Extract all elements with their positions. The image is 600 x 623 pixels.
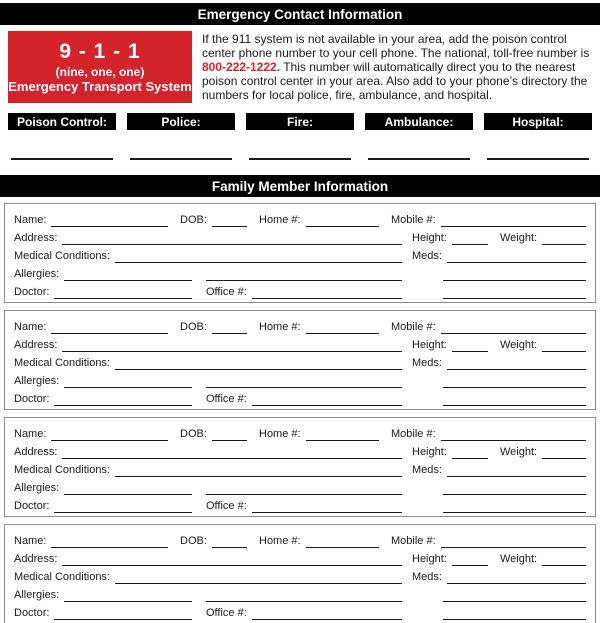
family-member-blocks	[4, 203, 596, 623]
office-phone-label: Office #:	[206, 393, 247, 405]
home-phone-field[interactable]	[306, 438, 379, 441]
name-field[interactable]	[51, 545, 168, 548]
office-phone-label: Office #:	[206, 500, 247, 512]
allergies-continuation-field[interactable]	[206, 599, 402, 602]
member-row-1	[14, 423, 586, 441]
intro-text-before: If the 911 system is not available in your area, add the poison control center phone number to your cell phone. The national, toll-free number is	[202, 32, 590, 60]
meds-continuation-field-1[interactable]	[443, 492, 586, 495]
911-emergency-box	[8, 31, 192, 103]
fire-blank[interactable]	[249, 158, 351, 160]
family-member-block	[4, 203, 596, 303]
weight-label: Weight:	[500, 553, 538, 565]
allergies-continuation-field[interactable]	[206, 278, 402, 281]
weight-field[interactable]	[542, 456, 586, 459]
family-member-block	[4, 524, 596, 623]
mobile-phone-label: Mobile #:	[391, 428, 436, 440]
dob-field[interactable]	[212, 331, 247, 334]
doctor-field[interactable]	[54, 510, 192, 513]
office-phone-field[interactable]	[252, 403, 402, 406]
doctor-label: Doctor:	[14, 607, 50, 619]
height-label: Height:	[412, 446, 447, 458]
member-row-5	[14, 602, 586, 620]
doctor-label: Doctor:	[14, 500, 50, 512]
weight-label: Weight:	[500, 446, 538, 458]
allergies-label: Allergies:	[14, 268, 60, 280]
mobile-phone-field[interactable]	[441, 545, 586, 548]
member-row-4	[14, 477, 586, 495]
member-row-2	[14, 548, 586, 566]
mobile-phone-label: Mobile #:	[391, 321, 436, 333]
medical-conditions-field[interactable]	[115, 260, 402, 263]
office-phone-field[interactable]	[252, 510, 402, 513]
name-label: Name:	[14, 428, 47, 440]
home-phone-label: Home #:	[259, 321, 301, 333]
member-row-1	[14, 530, 586, 548]
911-pronunciation: (nine, one, one)	[55, 65, 145, 79]
medical-conditions-field[interactable]	[115, 474, 402, 477]
meds-label: Meds:	[412, 357, 442, 369]
dob-label: DOB:	[180, 214, 207, 226]
office-phone-field[interactable]	[252, 296, 402, 299]
home-phone-field[interactable]	[306, 224, 379, 227]
dob-label: DOB:	[180, 428, 207, 440]
doctor-field[interactable]	[54, 296, 192, 299]
doctor-field[interactable]	[54, 617, 192, 620]
mobile-phone-field[interactable]	[441, 438, 586, 441]
hospital-blank[interactable]	[487, 158, 589, 160]
office-phone-label: Office #:	[206, 286, 247, 298]
address-label: Address:	[14, 446, 58, 458]
address-field[interactable]	[62, 242, 402, 245]
member-row-3	[14, 352, 586, 370]
member-row-4	[14, 263, 586, 281]
intro-text-after: This number will automatically direct you to the nearest poison control center in your area. Also add to your phone’s directory the numbers for local police, fire, ambulance, and hospital.	[202, 60, 588, 102]
office-phone-label: Office #:	[206, 607, 247, 619]
name-field[interactable]	[51, 224, 168, 227]
family-section-title-bar	[0, 175, 600, 197]
home-phone-field[interactable]	[306, 545, 379, 548]
allergies-label: Allergies:	[14, 375, 60, 387]
family-member-block	[4, 417, 596, 517]
meds-label: Meds:	[412, 250, 442, 262]
allergies-continuation-field[interactable]	[206, 492, 402, 495]
height-field[interactable]	[452, 349, 488, 352]
address-label: Address:	[14, 232, 58, 244]
mobile-phone-field[interactable]	[441, 331, 586, 334]
weight-label: Weight:	[500, 232, 538, 244]
meds-continuation-field-2[interactable]	[443, 403, 586, 406]
address-label: Address:	[14, 339, 58, 351]
medical-conditions-label: Medical Conditions:	[14, 250, 110, 262]
allergies-field[interactable]	[64, 278, 192, 281]
member-row-2	[14, 441, 586, 459]
meds-continuation-field-2[interactable]	[443, 617, 586, 620]
family-section-title: Family Member Information	[211, 178, 389, 194]
allergies-label: Allergies:	[14, 589, 60, 601]
allergies-field[interactable]	[64, 599, 192, 602]
dob-label: DOB:	[180, 535, 207, 547]
contact-label-ambulance: Ambulance:	[365, 113, 473, 130]
meds-continuation-field-1[interactable]	[443, 278, 586, 281]
height-label: Height:	[412, 339, 447, 351]
member-row-5	[14, 388, 586, 406]
meds-field[interactable]	[447, 260, 586, 263]
address-label: Address:	[14, 553, 58, 565]
page-title-bar	[0, 3, 600, 25]
height-label: Height:	[412, 232, 447, 244]
intro-section	[8, 31, 592, 103]
contact-label-fire: Fire:	[246, 113, 354, 130]
meds-field[interactable]	[447, 367, 586, 370]
height-field[interactable]	[452, 456, 488, 459]
name-field[interactable]	[51, 331, 168, 334]
office-phone-field[interactable]	[252, 617, 402, 620]
page-title: Emergency Contact Information	[197, 6, 403, 22]
allergies-field[interactable]	[64, 492, 192, 495]
meds-field[interactable]	[447, 474, 586, 477]
member-row-4	[14, 584, 586, 602]
weight-field[interactable]	[542, 349, 586, 352]
home-phone-label: Home #:	[259, 214, 301, 226]
doctor-field[interactable]	[54, 403, 192, 406]
meds-continuation-field-2[interactable]	[443, 510, 586, 513]
member-row-1	[14, 209, 586, 227]
address-field[interactable]	[62, 563, 402, 566]
allergies-label: Allergies:	[14, 482, 60, 494]
contact-labels-row	[8, 113, 592, 130]
medical-conditions-field[interactable]	[115, 367, 402, 370]
mobile-phone-field[interactable]	[441, 224, 586, 227]
member-row-5	[14, 495, 586, 513]
medical-conditions-label: Medical Conditions:	[14, 464, 110, 476]
dob-field[interactable]	[212, 224, 247, 227]
member-row-2	[14, 334, 586, 352]
contact-blanks-row	[8, 130, 592, 160]
name-label: Name:	[14, 214, 47, 226]
member-row-3	[14, 245, 586, 263]
poison-control-blank[interactable]	[11, 158, 113, 160]
medical-conditions-field[interactable]	[115, 581, 402, 584]
meds-continuation-field-2[interactable]	[443, 296, 586, 299]
doctor-label: Doctor:	[14, 393, 50, 405]
allergies-continuation-field[interactable]	[206, 385, 402, 388]
dob-field[interactable]	[212, 438, 247, 441]
family-member-block	[4, 310, 596, 410]
dob-field[interactable]	[212, 545, 247, 548]
contact-label-hospital: Hospital:	[484, 113, 592, 130]
name-field[interactable]	[51, 438, 168, 441]
allergies-field[interactable]	[64, 385, 192, 388]
height-field[interactable]	[452, 242, 488, 245]
height-field[interactable]	[452, 563, 488, 566]
name-label: Name:	[14, 321, 47, 333]
name-label: Name:	[14, 535, 47, 547]
address-field[interactable]	[62, 349, 402, 352]
contact-label-police: Police:	[127, 113, 235, 130]
home-phone-field[interactable]	[306, 331, 379, 334]
home-phone-label: Home #:	[259, 535, 301, 547]
911-number: 9 - 1 - 1	[59, 40, 141, 63]
meds-continuation-field-1[interactable]	[443, 599, 586, 602]
dob-label: DOB:	[180, 321, 207, 333]
member-row-1	[14, 316, 586, 334]
intro-paragraph	[202, 31, 592, 103]
member-row-3	[14, 566, 586, 584]
medical-conditions-label: Medical Conditions:	[14, 571, 110, 583]
911-caption: Emergency Transport System	[8, 79, 192, 94]
member-row-4	[14, 370, 586, 388]
doctor-label: Doctor:	[14, 286, 50, 298]
address-field[interactable]	[62, 456, 402, 459]
weight-field[interactable]	[542, 242, 586, 245]
meds-continuation-field-1[interactable]	[443, 385, 586, 388]
poison-control-phone-number: 800-222-1222.	[202, 60, 281, 74]
meds-label: Meds:	[412, 464, 442, 476]
contact-label-poison-control: Poison Control:	[8, 113, 116, 130]
weight-label: Weight:	[500, 339, 538, 351]
home-phone-label: Home #:	[259, 428, 301, 440]
mobile-phone-label: Mobile #:	[391, 535, 436, 547]
weight-field[interactable]	[542, 563, 586, 566]
medical-conditions-label: Medical Conditions:	[14, 357, 110, 369]
ambulance-blank[interactable]	[368, 158, 470, 160]
police-blank[interactable]	[130, 158, 232, 160]
meds-field[interactable]	[447, 581, 586, 584]
mobile-phone-label: Mobile #:	[391, 214, 436, 226]
member-row-2	[14, 227, 586, 245]
height-label: Height:	[412, 553, 447, 565]
member-row-5	[14, 281, 586, 299]
member-row-3	[14, 459, 586, 477]
meds-label: Meds:	[412, 571, 442, 583]
